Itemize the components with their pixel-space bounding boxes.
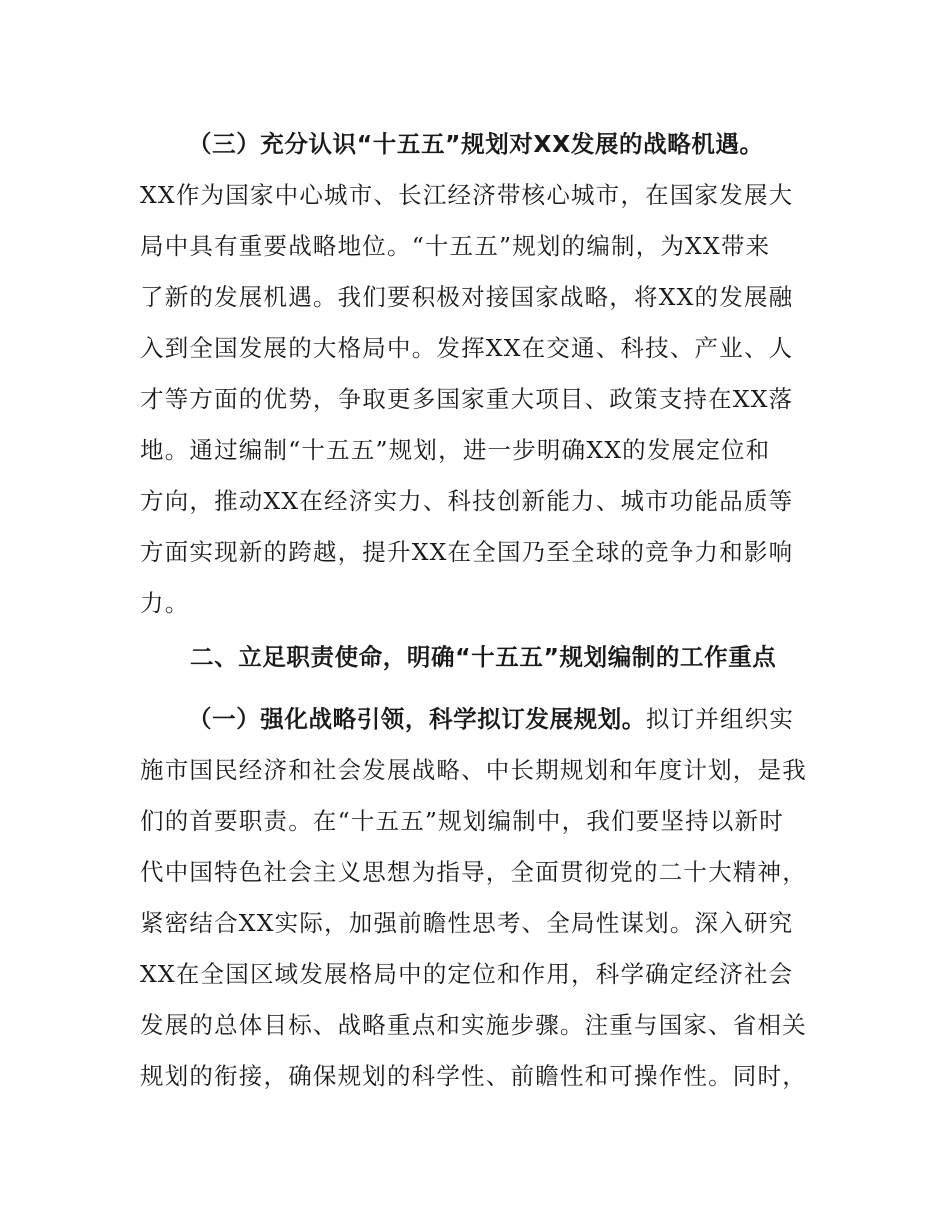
paragraph-line: 方向，推动XX在经济实力、科技创新能力、城市功能品质等 bbox=[140, 487, 794, 515]
subsection-one-first-line bbox=[188, 693, 868, 745]
paragraph-line: 规划的衔接，确保规划的科学性、前瞻性和可操作性。同时， bbox=[140, 1062, 807, 1090]
part-two-heading: 二、立足职责使命，明确“十五五”规划编制的工作重点 bbox=[190, 643, 777, 671]
paragraph-line: XX作为国家中心城市、长江经济带核心城市，在国家发展大 bbox=[140, 181, 794, 209]
paragraph-line: 紧密结合XX实际，加强前瞻性思考、全局性谋划。深入研究 bbox=[140, 909, 794, 937]
paragraph-line: 入到全国发展的大格局中。发挥XX在交通、科技、产业、人 bbox=[140, 334, 794, 362]
paragraph-line: 地。通过编制“十五五”规划，进一步明确XX的发展定位和 bbox=[140, 436, 771, 464]
paragraph-line: 力。 bbox=[140, 589, 190, 617]
paragraph-line: 施市国民经济和社会发展战略、中长期规划和年度计划，是我 bbox=[140, 756, 807, 784]
paragraph-line: 局中具有重要战略地位。“十五五”规划的编制，为XX带来 bbox=[140, 232, 771, 260]
paragraph-line: 发展的总体目标、战略重点和实施步骤。注重与国家、省相关 bbox=[140, 1011, 807, 1039]
section-three-heading: （三）充分认识“十五五”规划对XX发展的战略机遇。 bbox=[188, 130, 764, 158]
paragraph-line: 才等方面的优势，争取更多国家重大项目、政策支持在XX落 bbox=[140, 385, 794, 413]
subsection-one-heading: （一）强化战略引领，科学拟订发展规划。 bbox=[188, 705, 646, 733]
paragraph-line: 方面实现新的跨越，提升XX在全国乃至全球的竞争力和影响 bbox=[140, 538, 794, 566]
paragraph-line: XX在全国区域发展格局中的定位和作用，科学确定经济社会 bbox=[140, 960, 794, 988]
paragraph-line: 代中国特色社会主义思想为指导，全面贯彻党的二十大精神， bbox=[140, 858, 807, 886]
paragraph-line: 了新的发展机遇。我们要积极对接国家战略，将XX的发展融 bbox=[140, 283, 794, 311]
paragraph-line: 们的首要职责。在“十五五”规划编制中，我们要坚持以新时 bbox=[140, 807, 784, 835]
subsection-one-heading-tail: 拟订并组织实 bbox=[645, 705, 795, 733]
